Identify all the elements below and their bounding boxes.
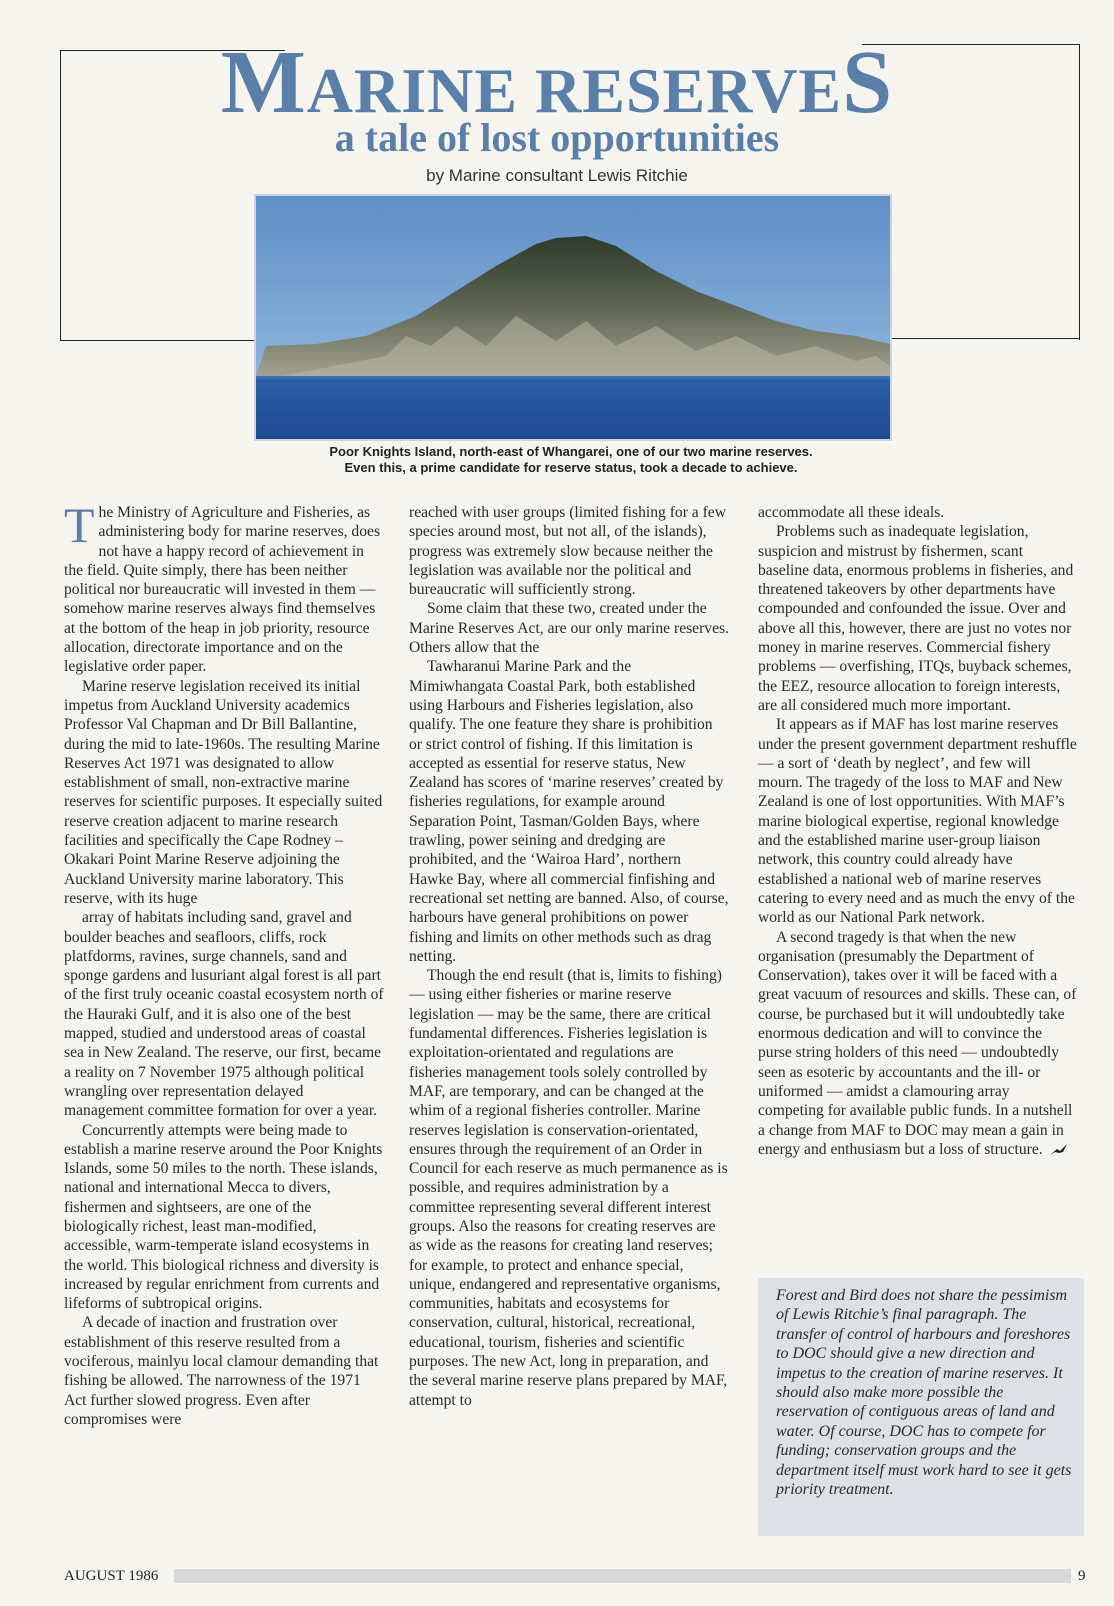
subtitle: a tale of lost opportunities xyxy=(334,115,780,160)
paragraph: Concurrently attempts were being made to establish a marine reserve around the Poor Knights Islands, some 50 miles to the north. These islands, national and international Mecca to divers, fishermen and sightseers, are one of the biologically richest, least man-modified, accessible, warm-temperate island ecosystems in the world. This biological richness and diversity is increased by regular enrichment from currents and lifeforms of subtropical origins. xyxy=(64,1121,383,1313)
paragraph: reached with user groups (limited fishing for a few species around most, but not all, of the islands), progress was extremely slow because neither the legislation was available nor the political and bureaucratic will sufficiently strong. xyxy=(409,504,726,599)
paragraph: accommodate all these ideals. xyxy=(758,504,945,521)
paragraph: A decade of inaction and frustration over establishment of this reserve resulted from a vociferous, mainlyu local clamour demanding that fishing be allowed. The narrowness of the 1971 Act further slowed progress. Even after compromises were xyxy=(64,1314,379,1428)
editor-note: Forest and Bird does not share the pessimism of Lewis Ritchie’s final paragraph. The transfer of control of harbours and foreshores to DOC should give a new direction and impetus to the creation of marine reserves. It should also make more possible the reservation of contiguous areas of land and water. Of course, DOC has to compete for funding; conservation groups and the department itself must work hard to see it gets priority treatment. xyxy=(758,1278,1084,1536)
photo-caption xyxy=(254,444,888,476)
island-photo-icon xyxy=(256,196,890,439)
caption-line-2: Even this, a prime candidate for reserve status, took a decade to achieve. xyxy=(344,460,798,475)
page-number: 9 xyxy=(1078,1568,1086,1584)
title-last-letter: S xyxy=(842,33,894,132)
footer-rule xyxy=(174,1569,1071,1583)
paragraph: A second tragedy is that when the new organisation (presumably the Department of Conservation), takes over it will be faced with a great vacuum of resources and skills. These can, of course, be purchased but it will undoubtedly take enormous dedication and will to convince the purse string holders of this need — undoubtedly seen as esoteric by accountants and the ill- or uniformed — amidst a clamouring array competing for available public funds. In a nutshell a change from MAF to DOC may mean a gain in energy and enthusiasm but a loss of structure. xyxy=(758,928,1077,1158)
bird-icon xyxy=(1049,1143,1069,1157)
caption-line-1: Poor Knights Island, north-east of Whangarei, one of our two marine reserves. xyxy=(329,444,813,459)
title-middle: ARINE RESERVE xyxy=(306,55,843,126)
paragraph: Tawharanui Marine Park and the Mimiwhangata Coastal Park, both established using Harbours and Fisheries legislation, also qualify. The one feature they share is prohibition or strict control of fishing. If this limitation is accepted as essential for reserve status, New Zealand has scores of ‘marine reserves’ created by fisheries regulations, for example around Separation Point, Tasman/Golden Bays, where trawling, power seining and dredging are prohibited, and the ‘Wairoa Hard’, northern Hawke Bay, where all commercial finfishing and recreational set netting are banned. Also, of course, harbours have general prohibitions on power fishing and limits on other methods such as drag netting. xyxy=(409,658,729,965)
article-column-1 xyxy=(64,497,384,1429)
title-first-letter: M xyxy=(220,33,307,132)
paragraph: Though the end result (that is, limits to fishing) — using either fisheries or marine reserve legislation — may be the same, there are critical fundamental differences. Fisheries legislation is exploitation-orientated and regulations are fisheries management tools solely controlled by MAF, are temporary, and can be changed at the whim of a regional fisheries controller. Marine reserves legislation is conservation-orientated, ensures through the requirement of an Order in Council for each reserve as much permanence as is possible, and requires administration by a committee representing several different interest groups. Also the reasons for creating reserves are as wide as the reasons for creating land reserves; for example, to protect and enhance special, unique, endangered and representative organisms, communities, habitats and ecosystems for conservation, cultural, historical, recreational, educational, tourism, fisheries and scientific purposes. The new Act, long in preparation, and the several marine reserve plans prepared by MAF, attempt to xyxy=(409,967,728,1409)
issue-date: AUGUST 1986 xyxy=(64,1568,159,1584)
title-frame-bottom-right xyxy=(888,338,1080,339)
article-column-3 xyxy=(758,503,1078,1159)
paragraph: It appears as if MAF has lost marine reserves under the present government department reshuffle — a sort of ‘death by neglect’, and few will mourn. The tragedy of the loss to MAF and New Zealand is one of lost opportunities. With MAF’s marine biological expertise, regional knowledge and the established marine user-group liaison network, this country could already have established a national web of marine reserves catering to every need and as much the envy of the world as our National Park network. xyxy=(758,716,1077,927)
paragraph: Marine reserve legislation received its initial impetus from Auckland University academics Professor Val Chapman and Dr Bill Ballantine, during the mid to late-1960s. The resulting Marine Reserves Act 1971 was designated to allow establishment of small, non-extractive marine reserves for scientific purposes. It especially suited reserve creation adjacent to marine research facilities and specifically the Cape Rodney – Okakari Point Marine Reserve adjoining the Auckland University marine laboratory. This reserve, with its huge xyxy=(64,677,383,907)
byline: by Marine consultant Lewis Ritchie xyxy=(426,166,688,185)
paragraph: array of habitats including sand, gravel and boulder beaches and seafloors, cliffs, rock platfdorms, ravines, surge channels, sand and sponge gardens and lusuriant algal forest is all part of the first truly oceanic coastal ecosystem north of the Hauraki Gulf, and it is also one of the best mapped, studied and understood areas of coastal sea in New Zealand. The reserve, our first, became a reality on 7 November 1975 although political wrangling over representation delayed management committee formation for over a year. xyxy=(64,909,384,1120)
paragraph: The Ministry of Agriculture and Fisheries, as administering body for marine reserves, does not have a happy record of achievement in the field. Quite simply, there has been neither political nor bureaucratic will invested in them — somehow marine reserves always find themselves at the bottom of the heap in job priority, resource allocation, directorate importance and on the legislative order paper. xyxy=(64,497,381,676)
article-column-2 xyxy=(409,503,729,1410)
dropcap: T xyxy=(64,497,95,553)
title-frame-bottom-left xyxy=(60,340,254,341)
island-photo xyxy=(254,194,892,441)
paragraph: Some claim that these two, created under the Marine Reserves Act, are our only marine reserves. Others allow that the xyxy=(409,600,729,657)
paragraph: Problems such as inadequate legislation, suspicion and mistrust by fishermen, scant baseline data, enormous problems in fisheries, and threatened takeovers by other departments have compounded and confounded the issue. Over and above all this, however, there are just no votes nor money in marine reserves. Commercial fishery problems — overfishing, ITQs, buyback schemes, the EEZ, resource allocation to foreign interests, are all considered much more important. xyxy=(758,523,1074,714)
